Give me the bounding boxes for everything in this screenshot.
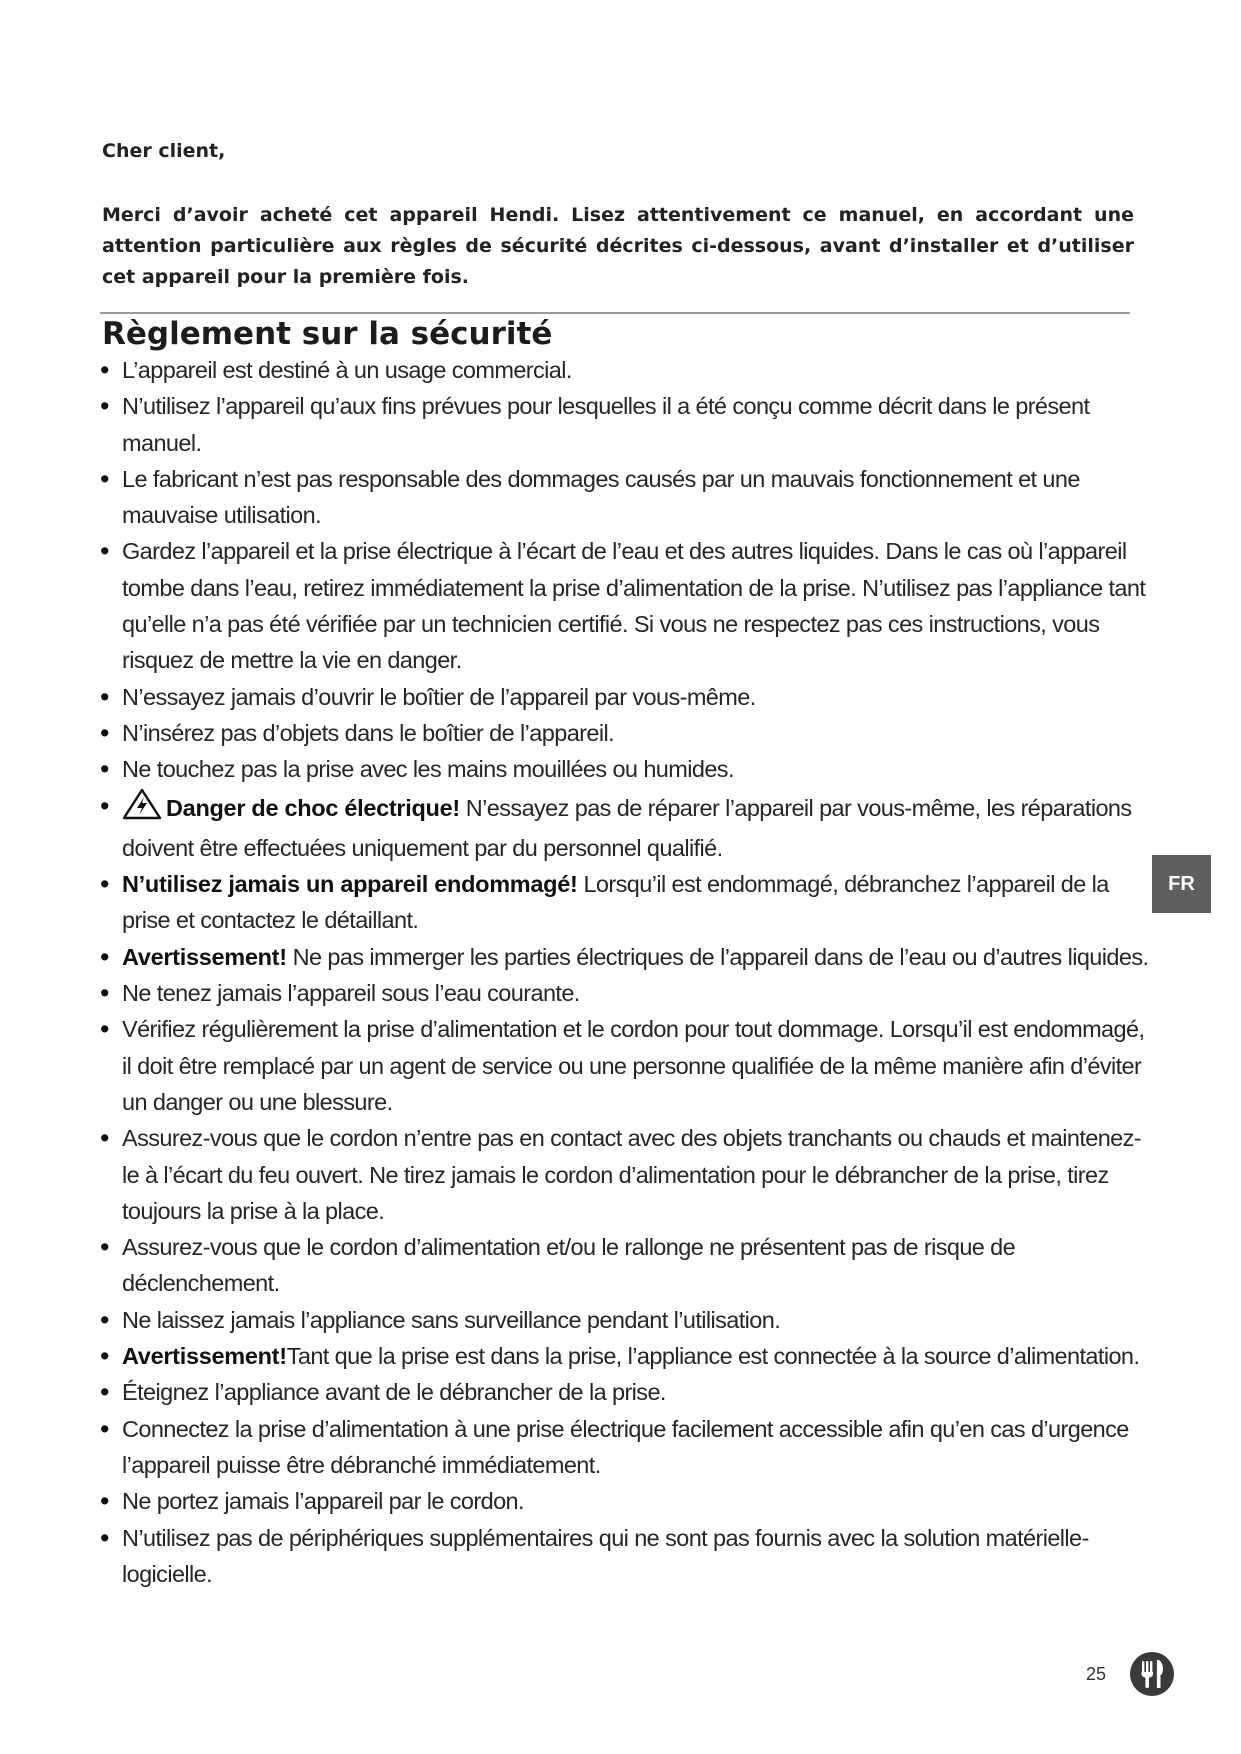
section-divider (100, 312, 1130, 314)
list-item (100, 352, 1150, 388)
page-number: 25 (1086, 1664, 1107, 1684)
rule-text: Éteignez l’appliance avant de le débrancher de la prise. (122, 1379, 666, 1406)
bullet: • (100, 355, 109, 385)
cutlery-logo-icon (1128, 1650, 1176, 1698)
bullet: • (100, 1341, 109, 1372)
safety-rules-list (100, 352, 1150, 1592)
rule-lead: Avertissement! (122, 943, 287, 970)
rule-text: Ne laissez jamais l’appliance sans surveillance pendant l’utilisation. (122, 1306, 781, 1333)
bullet: • (100, 869, 109, 900)
rule-text: N’essayez jamais d’ouvrir le boîtier de l’appareil par vous-même. (122, 683, 756, 710)
rule-text: Gardez l’appareil et la prise électrique à l’écart de l’eau et des autres liquides. Dans le cas où l’appareil tombe dans l’eau, retirez immédiatement la prise d’alimentation de la prise. N’utilisez pas l’appliance tant qu’elle n’a pas été vérifiée par un technicien certifié. Si vous ne respectez pas ces instructions, vous risquez de mettre la vie en danger. (122, 538, 1146, 674)
rule-text: Ne touchez pas la prise avec les mains mouillées ou humides. (122, 756, 734, 783)
bullet: • (100, 1123, 109, 1154)
list-item (100, 1520, 1150, 1593)
list-item (100, 533, 1150, 678)
rule-text: Ne pas immerger les parties électriques de l’appareil dans de l’eau ou d’autres liquides. (286, 943, 1149, 970)
section-title: Règlement sur la sécurité (102, 316, 553, 352)
rule-text: N’essayez pas de réparer l’appareil par vous-même, les réparations doivent être effectuées uniquement par du personnel qualifié. (122, 794, 1132, 861)
rule-text: Assurez-vous que le cordon n’entre pas en contact avec des objets tranchants ou chauds et maintenez-le à l’écart du feu ouvert. Ne tirez jamais le cordon d’alimentation pour le débrancher de la prise, tirez toujours la prise à la place. (122, 1125, 1142, 1224)
rule-text: Connectez la prise d’alimentation à une prise électrique facilement accessible afin qu’en cas d’urgence l’appareil puisse être débranché immédiatement. (122, 1415, 1129, 1478)
intro-paragraph: Merci d’avoir acheté cet appareil Hendi. Lisez attentivement ce manuel, en accordant une attention particulière aux règles de sécurité décrites ci-dessous, avant d’installer et d’utiliser cet appareil pour la première fois. (102, 204, 1134, 288)
rule-text: Le fabricant n’est pas responsable des dommages causés par un mauvais fonctionnement et une mauvaise utilisation. (122, 465, 1080, 529)
rule-lead: N’utilisez jamais un appareil endommagé! (122, 871, 578, 898)
bullet: • (100, 717, 109, 748)
list-item (100, 388, 1150, 461)
rule-lead: Avertissement! (122, 1343, 287, 1370)
rule-text: Tant que la prise est dans la prise, l’appliance est connectée à la source d’alimentation. (286, 1343, 1140, 1370)
bullet: • (100, 391, 109, 422)
bullet: • (100, 1304, 109, 1335)
bullet: • (100, 463, 109, 494)
list-item (100, 1338, 1150, 1374)
list-item (100, 1411, 1150, 1484)
rule-text: N’insérez pas d’objets dans le boîtier de l’appareil. (122, 719, 615, 746)
list-item (100, 866, 1150, 939)
rule-text: Lorsqu’il est endommagé, débranchez l’appareil de la prise et contactez le détaillant. (122, 871, 1109, 934)
list-item (100, 1483, 1150, 1519)
rule-text: L’appareil est destiné à un usage commercial. (122, 357, 572, 383)
bullet: • (100, 790, 109, 821)
bullet: • (100, 1014, 109, 1045)
list-item (100, 1120, 1150, 1229)
bullet: • (100, 1232, 109, 1263)
bullet: • (100, 941, 109, 972)
rule-text: N’utilisez pas de périphériques supplémentaires qui ne sont pas fournis avec la solution matérielle-logicielle. (122, 1524, 1089, 1587)
electric-shock-warning-icon (122, 788, 162, 830)
rule-text: Vérifiez régulièrement la prise d’alimentation et le cordon pour tout dommage. Lorsqu’il est endommagé, il doit être remplacé par un agent de service ou une personne qualifiée de la même manière afin d’éviter un danger ou une blessure. (122, 1016, 1145, 1115)
list-item (100, 715, 1150, 751)
bullet: • (100, 978, 109, 1009)
rule-text: Ne portez jamais l’appareil par le cordon. (122, 1488, 524, 1515)
rule-text: Assurez-vous que le cordon d’alimentation et/ou le rallonge ne présentent pas de risque de déclenchement. (122, 1234, 1016, 1297)
rule-text: N’utilisez l’appareil qu’aux fins prévues pour lesquelles il a été conçu comme décrit dans le présent manuel. (122, 393, 1090, 456)
language-tab: FR (1152, 855, 1211, 913)
list-item (100, 679, 1150, 715)
list-item (100, 1011, 1150, 1120)
list-item (100, 461, 1150, 534)
bullet: • (100, 1377, 109, 1408)
list-item (100, 788, 1150, 867)
bullet: • (100, 681, 109, 712)
list-item (100, 1302, 1150, 1338)
bullet: • (100, 754, 109, 785)
bullet: • (100, 536, 109, 567)
rule-lead: Danger de choc électrique! (166, 794, 460, 821)
list-item (100, 751, 1150, 787)
rule-text: Ne tenez jamais l’appareil sous l’eau courante. (122, 980, 580, 1007)
list-item (100, 939, 1150, 975)
list-item (100, 1229, 1150, 1302)
bullet: • (100, 1413, 109, 1444)
bullet: • (100, 1522, 109, 1553)
bullet: • (100, 1486, 109, 1517)
salutation: Cher client, (102, 140, 226, 162)
list-item (100, 1374, 1150, 1410)
list-item (100, 975, 1150, 1011)
